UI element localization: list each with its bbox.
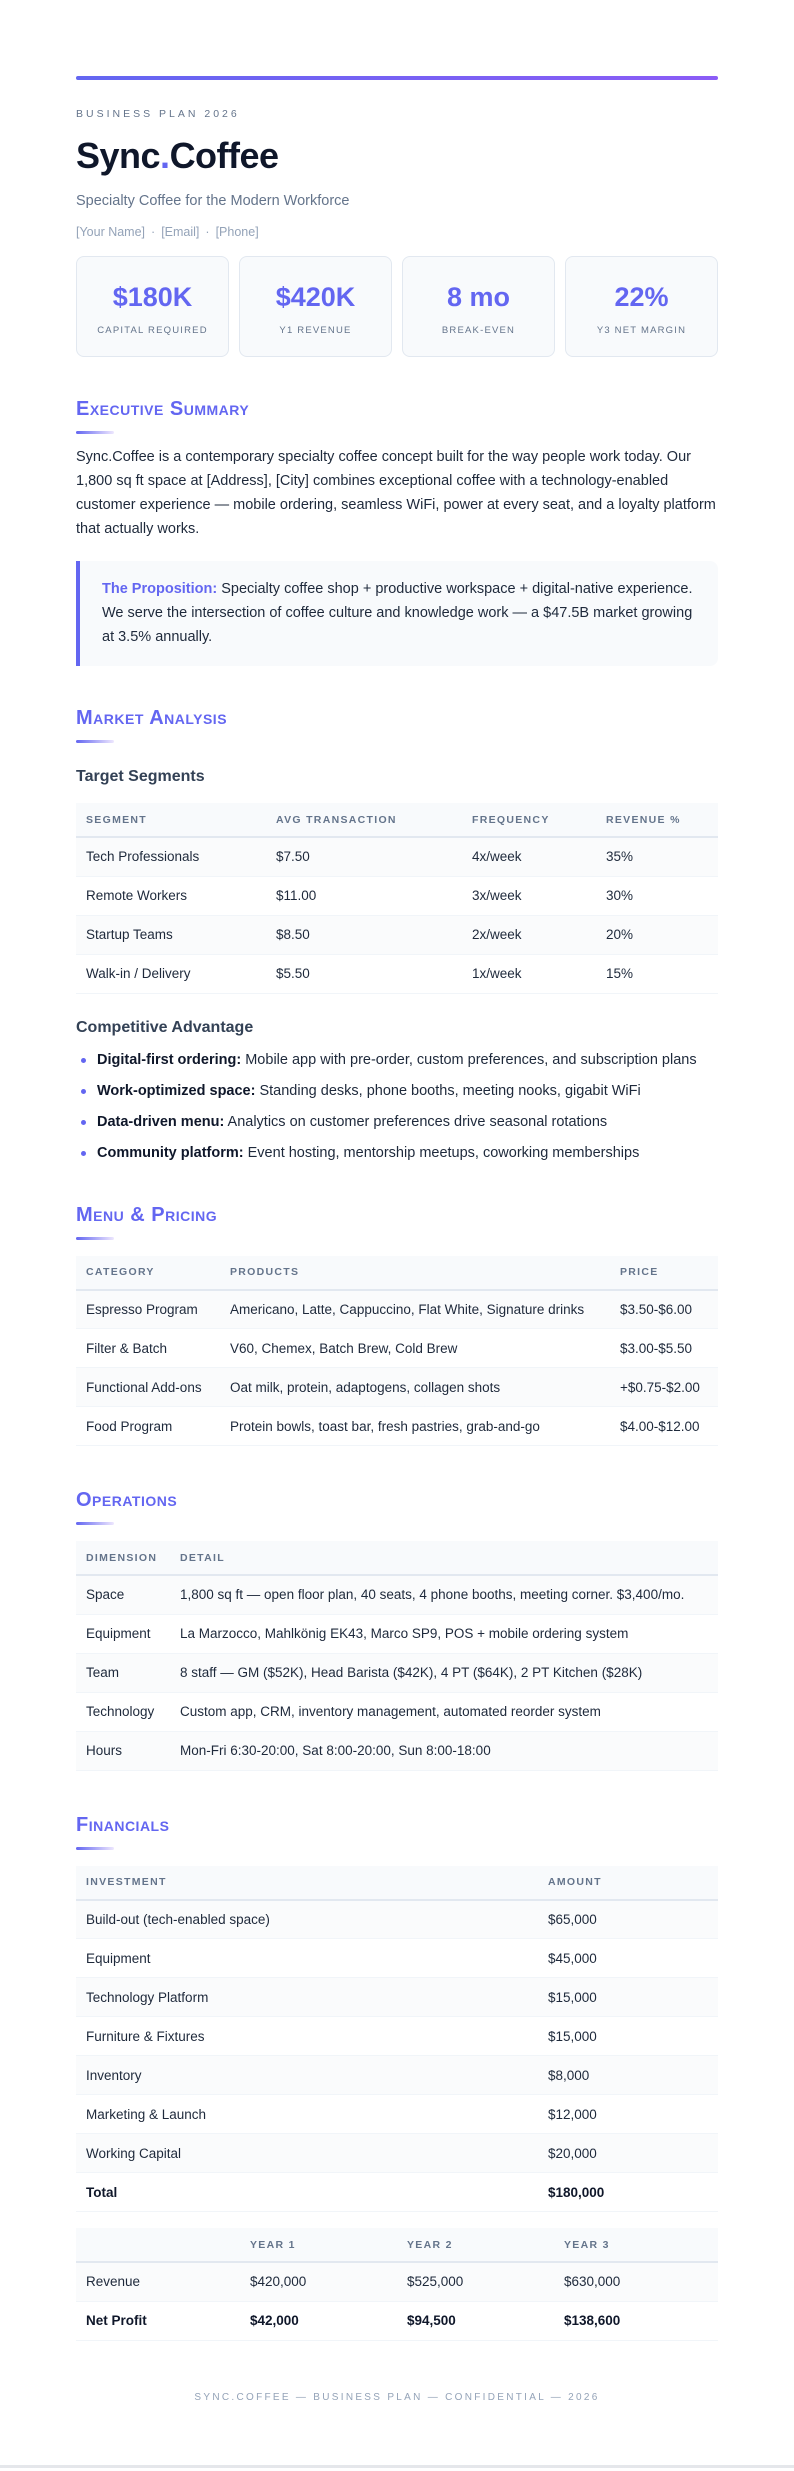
table-cell: +$0.75-$2.00 xyxy=(610,1368,718,1407)
table-cell: 4x/week xyxy=(462,837,596,876)
stat-card-margin xyxy=(565,256,718,357)
column-header: YEAR 3 xyxy=(554,2228,718,2262)
bullet-icon xyxy=(81,1151,86,1156)
table-cell: La Marzocco, Mahlkönig EK43, Marco SP9, POS + mobile ordering system xyxy=(170,1614,718,1653)
contact-name: [Your Name] xyxy=(76,225,146,239)
table-cell: Space xyxy=(76,1575,170,1614)
section-heading: Executive Summary xyxy=(76,398,250,420)
table-row xyxy=(76,1575,718,1614)
table-row xyxy=(76,1407,718,1446)
column-header: REVENUE % xyxy=(596,803,718,837)
callout-text: Specialty coffee shop + productive workspace + digital-native experience. We serve the intersection of coffee culture and knowledge work — a $47.5B market growing at 3.5% annually. xyxy=(102,581,693,645)
list-item-text: Standing desks, phone booths, meeting nooks, gigabit WiFi xyxy=(255,1082,641,1099)
section-rule xyxy=(76,1522,114,1525)
contact-separator: · xyxy=(205,225,210,239)
table-row xyxy=(76,1939,718,1978)
column-header: YEAR 2 xyxy=(397,2228,554,2262)
bullet-icon xyxy=(81,1089,86,1094)
table-row xyxy=(76,915,718,954)
table-cell: Espresso Program xyxy=(76,1290,220,1329)
table-cell: Technology Platform xyxy=(76,1978,538,2017)
list-item-text: Mobile app with pre-order, custom preferences, and subscription plans xyxy=(241,1051,697,1068)
table-cell: Inventory xyxy=(76,2056,538,2095)
table-cell: Total xyxy=(76,2173,538,2212)
table-row xyxy=(76,1900,718,1939)
title-part-2: Coffee xyxy=(169,135,279,176)
table-row xyxy=(76,2017,718,2056)
table-cell: $420,000 xyxy=(240,2262,397,2301)
investment-table xyxy=(76,1866,718,2213)
summary-paragraph: Sync.Coffee is a contemporary specialty coffee concept built for the way people work today. Our 1,800 sq ft space at [Address], [City] combines exceptional coffee with a technology-enabled customer experience — mobile ordering, seamless WiFi, power at every seat, and a loyalty platform that actually works. xyxy=(76,449,716,537)
table-cell: Technology xyxy=(76,1692,170,1731)
list-item xyxy=(76,1079,718,1103)
column-header: PRICE xyxy=(610,1256,718,1290)
section-rule xyxy=(76,1237,114,1240)
subsection-heading: Competitive Advantage xyxy=(76,1018,254,1036)
page-subtitle: Specialty Coffee for the Modern Workforce xyxy=(76,193,350,209)
stat-label: Y1 REVENUE xyxy=(279,325,352,336)
stat-card-revenue xyxy=(239,256,392,357)
table-cell: $15,000 xyxy=(538,2017,718,2056)
table-cell: 2x/week xyxy=(462,915,596,954)
table-header-row xyxy=(76,803,718,837)
document-content xyxy=(76,76,718,2341)
column-header: CATEGORY xyxy=(76,1256,220,1290)
column-header: SEGMENT xyxy=(76,803,266,837)
stat-label: BREAK-EVEN xyxy=(441,325,516,336)
table-cell: $94,500 xyxy=(397,2301,554,2340)
subsection-heading: Target Segments xyxy=(76,768,205,785)
table-row xyxy=(76,2262,718,2301)
table-cell: Net Profit xyxy=(76,2301,240,2340)
table-cell: Food Program xyxy=(76,1407,220,1446)
column-header: AVG TRANSACTION xyxy=(266,803,462,837)
table-row xyxy=(76,2134,718,2173)
table-cell: Equipment xyxy=(76,1939,538,1978)
column-header: DIMENSION xyxy=(76,1541,170,1575)
table-cell: Team xyxy=(76,1653,170,1692)
table-cell: Hours xyxy=(76,1731,170,1770)
table-cell: Build-out (tech-enabled space) xyxy=(76,1900,538,1939)
table-cell: Custom app, CRM, inventory management, automated reorder system xyxy=(170,1692,718,1731)
table-cell: Mon-Fri 6:30-20:00, Sat 8:00-20:00, Sun 8:00-18:00 xyxy=(170,1731,718,1770)
table-cell: $7.50 xyxy=(266,837,462,876)
table-cell: 8 staff — GM ($52K), Head Barista ($42K), 4 PT ($64K), 2 PT Kitchen ($28K) xyxy=(170,1653,718,1692)
table-cell: $65,000 xyxy=(538,1900,718,1939)
projection-table xyxy=(76,2228,718,2341)
table-header-row xyxy=(76,2228,718,2262)
section-operations xyxy=(76,1488,718,1771)
table-cell: 35% xyxy=(596,837,718,876)
section-rule xyxy=(76,740,114,743)
stat-label: CAPITAL REQUIRED xyxy=(97,325,208,336)
stat-card-capital xyxy=(76,256,229,357)
table-cell: 3x/week xyxy=(462,876,596,915)
table-cell: $3.50-$6.00 xyxy=(610,1290,718,1329)
section-rule xyxy=(76,431,114,434)
table-row xyxy=(76,1290,718,1329)
table-cell: Revenue xyxy=(76,2262,240,2301)
bullet-icon xyxy=(81,1058,86,1063)
top-accent-bar xyxy=(76,76,718,80)
stat-value: $180K xyxy=(112,282,193,312)
table-cell: $138,600 xyxy=(554,2301,718,2340)
table-header-row xyxy=(76,1541,718,1575)
list-item-text: Event hosting, mentorship meetups, coworking memberships xyxy=(243,1144,640,1161)
stat-value: 22% xyxy=(614,282,669,312)
menu-pricing-table xyxy=(76,1256,718,1447)
advantages-list xyxy=(76,1048,718,1165)
table-row xyxy=(76,1692,718,1731)
table-row xyxy=(76,1368,718,1407)
table-cell: Furniture & Fixtures xyxy=(76,2017,538,2056)
table-cell: $8,000 xyxy=(538,2056,718,2095)
table-cell: $42,000 xyxy=(240,2301,397,2340)
table-cell: 1x/week xyxy=(462,954,596,993)
key-stats xyxy=(76,256,718,357)
title-part-1: Sync xyxy=(76,135,161,176)
list-item-title: Digital-first ordering: xyxy=(97,1051,242,1068)
section-market-analysis xyxy=(76,706,718,1165)
list-item-title: Data-driven menu: xyxy=(97,1113,225,1130)
table-cell: Tech Professionals xyxy=(76,837,266,876)
callout-label: The Proposition: xyxy=(102,581,218,597)
table-row xyxy=(76,1653,718,1692)
section-heading: Financials xyxy=(76,1813,170,1836)
stat-value: $420K xyxy=(275,282,356,312)
section-financials xyxy=(76,1813,718,2341)
column-header: FREQUENCY xyxy=(462,803,596,837)
column-header: AMOUNT xyxy=(538,1866,718,1900)
title-dot: . xyxy=(160,135,170,176)
table-row xyxy=(76,1614,718,1653)
section-rule xyxy=(76,1847,114,1850)
table-cell: $5.50 xyxy=(266,954,462,993)
contact-separator: · xyxy=(151,225,156,239)
table-cell: $525,000 xyxy=(397,2262,554,2301)
table-header-row xyxy=(76,1866,718,1900)
stat-label: Y3 NET MARGIN xyxy=(596,325,687,336)
table-cell: Equipment xyxy=(76,1614,170,1653)
section-executive-summary xyxy=(76,397,718,666)
list-item xyxy=(76,1048,718,1072)
table-row xyxy=(76,2056,718,2095)
proposition-callout xyxy=(76,561,718,666)
column-header: INVESTMENT xyxy=(76,1866,538,1900)
document-eyebrow: BUSINESS PLAN 2026 xyxy=(76,108,240,120)
table-cell: Functional Add-ons xyxy=(76,1368,220,1407)
table-cell: $180,000 xyxy=(538,2173,718,2212)
section-heading: Market Analysis xyxy=(76,707,228,729)
table-cell: $4.00-$12.00 xyxy=(610,1407,718,1446)
table-cell: Protein bowls, toast bar, fresh pastries, grab-and-go xyxy=(220,1407,610,1446)
section-heading: Operations xyxy=(76,1489,178,1511)
table-cell: $20,000 xyxy=(538,2134,718,2173)
column-header: YEAR 1 xyxy=(240,2228,397,2262)
segments-table xyxy=(76,803,718,994)
table-cell: V60, Chemex, Batch Brew, Cold Brew xyxy=(220,1329,610,1368)
contact-phone: [Phone] xyxy=(215,225,259,239)
contact-line xyxy=(76,223,718,241)
column-header: DETAIL xyxy=(170,1541,718,1575)
table-row xyxy=(76,954,718,993)
table-cell: $11.00 xyxy=(266,876,462,915)
table-cell: Remote Workers xyxy=(76,876,266,915)
section-heading: Menu & Pricing xyxy=(76,1203,218,1226)
table-header-row xyxy=(76,1256,718,1290)
table-row xyxy=(76,1329,718,1368)
stat-card-break-even xyxy=(402,256,555,357)
table-cell: $45,000 xyxy=(538,1939,718,1978)
table-row xyxy=(76,1731,718,1770)
table-cell: Oat milk, protein, adaptogens, collagen shots xyxy=(220,1368,610,1407)
table-cell: Working Capital xyxy=(76,2134,538,2173)
table-cell: 30% xyxy=(596,876,718,915)
table-cell: $15,000 xyxy=(538,1978,718,2017)
list-item-title: Community platform: xyxy=(97,1144,244,1161)
document-footer: SYNC.COFFEE — BUSINESS PLAN — CONFIDENTIAL — 2026 xyxy=(194,2392,600,2403)
column-header xyxy=(76,2228,240,2262)
table-total-row xyxy=(76,2301,718,2340)
list-item-title: Work-optimized space: xyxy=(97,1082,256,1099)
table-row xyxy=(76,2095,718,2134)
table-cell: 15% xyxy=(596,954,718,993)
table-row xyxy=(76,1978,718,2017)
section-menu-pricing xyxy=(76,1203,718,1447)
table-cell: $630,000 xyxy=(554,2262,718,2301)
table-cell: Filter & Batch xyxy=(76,1329,220,1368)
contact-email: [Email] xyxy=(161,225,200,239)
table-row xyxy=(76,837,718,876)
table-cell: $8.50 xyxy=(266,915,462,954)
table-cell: Startup Teams xyxy=(76,915,266,954)
table-cell: Walk-in / Delivery xyxy=(76,954,266,993)
table-cell: Americano, Latte, Cappuccino, Flat White, Signature drinks xyxy=(220,1290,610,1329)
page-title xyxy=(76,134,718,178)
table-cell: $3.00-$5.50 xyxy=(610,1329,718,1368)
stat-value: 8 mo xyxy=(446,282,511,312)
table-cell: Marketing & Launch xyxy=(76,2095,538,2134)
column-header: PRODUCTS xyxy=(220,1256,610,1290)
list-item-text: Analytics on customer preferences drive seasonal rotations xyxy=(224,1113,608,1130)
operations-table xyxy=(76,1541,718,1771)
bullet-icon xyxy=(81,1120,86,1125)
table-cell: $12,000 xyxy=(538,2095,718,2134)
table-total-row xyxy=(76,2173,718,2212)
list-item xyxy=(76,1110,718,1134)
table-cell: 1,800 sq ft — open floor plan, 40 seats, 4 phone booths, meeting corner. $3,400/mo. xyxy=(170,1575,718,1614)
table-cell: 20% xyxy=(596,915,718,954)
table-row xyxy=(76,876,718,915)
list-item xyxy=(76,1141,718,1165)
